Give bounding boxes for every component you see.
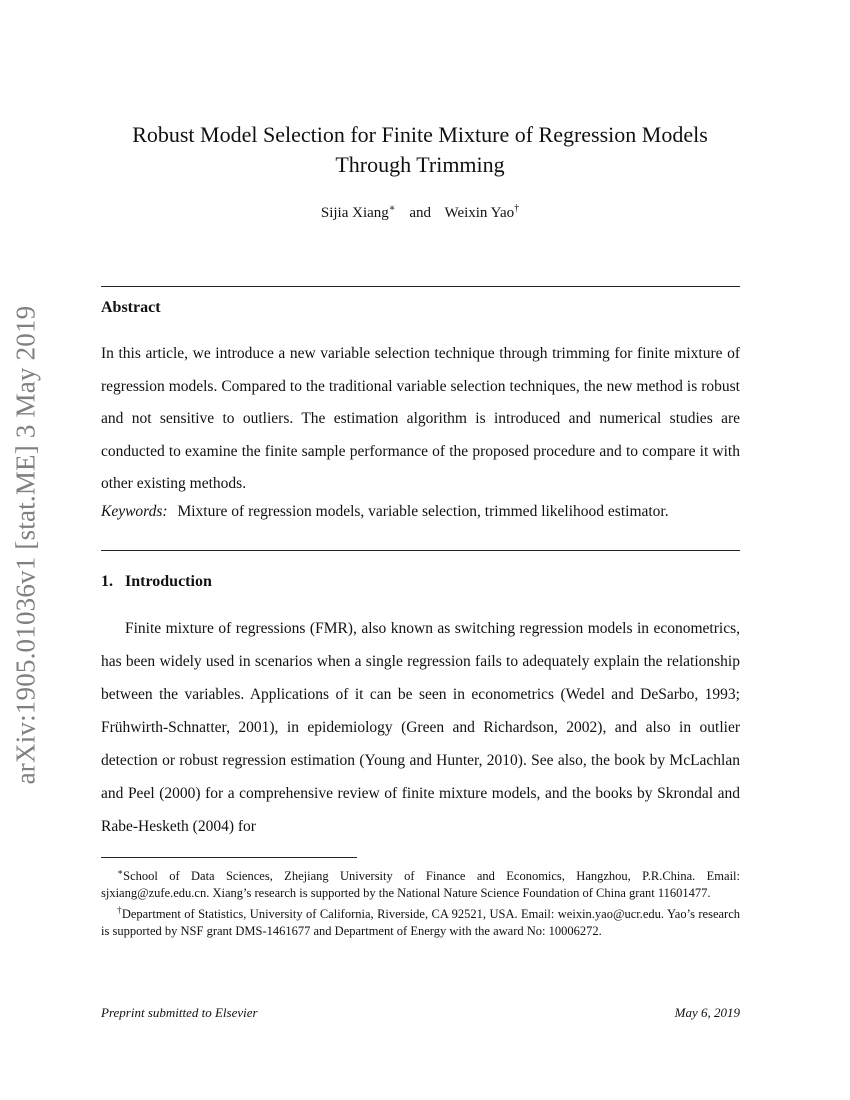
section-heading [101,573,212,591]
footnote-2 [101,902,740,940]
abstract-top-rule [101,286,740,287]
author-connector: and [409,205,431,221]
author-list [100,203,740,222]
author-footnote-mark: ∗ [388,203,396,214]
author-name: Weixin Yao [444,205,515,221]
keywords-text: Mixture of regression models, variable selection, trimmed likelihood estimator. [177,503,669,520]
author-footnote-mark: † [514,203,520,214]
title-line-2: Through Trimming [335,152,505,177]
footnote-text: Department of Statistics, University of California, Riverside, CA 92521, USA. Email: weixin.yao@ucr.edu. Yao’s research is supported by NSF grant DMS-1461677 and Department of Energy with the award No: 10006272. [101,907,741,939]
introduction-body [101,612,740,843]
abstract-text: In this article, we introduce a new variable selection technique through trimming for finite mixture of regression models. Compared to the traditional variable selection techniques, the new method is robust and not sensitive to outliers. The estimation algorithm is introduced and numerical studies are conducted to examine the finite sample performance of the proposed procedure and to compare it with other existing methods. [101,345,740,492]
keywords [101,502,740,521]
author-name: Sijia Xiang [320,205,389,221]
footnote-text: School of Data Sciences, Zhejiang University of Finance and Economics, Hangzhou, P.R.China. Email: sjxiang@zufe.edu.cn. Xiang’s research is supported by the National Nature Science Foundation of China grant 11601477. [101,869,740,901]
section-number: 1. [101,573,113,590]
arxiv-stamp [6,290,46,800]
footnote-1 [101,864,740,902]
arxiv-stamp-text: arXiv:1905.01036v1 [stat.ME] 3 May 2019 [10,305,41,785]
paper-title [100,120,740,180]
abstract-heading: Abstract [101,299,161,316]
keywords-label: Keywords: [101,503,168,520]
footnote-mark: ∗ [117,867,124,877]
title-line-1: Robust Model Selection for Finite Mixture of Regression Models [132,122,708,147]
footnote-rule [101,857,357,858]
abstract-bottom-rule [101,550,740,551]
preprint-note: Preprint submitted to Elsevier [101,1005,258,1020]
footnotes [101,864,740,940]
section-title: Introduction [125,573,212,590]
footnote-mark: † [117,905,122,916]
intro-paragraph: Finite mixture of regressions (FMR), also known as switching regression models in econometrics, has been widely used in scenarios when a single regression fails to adequately explain the relationship between the variables. Applications of it can be seen in econometrics (Wedel and DeSarbo, 1993; Frühwirth-Schnatter, 2001), in epidemiology (Green and Richardson, 2002), and also in outlier detection or robust regression estimation (Young and Hunter, 2010). See also, the book by McLachlan and Peel (2000) for a comprehensive review of finite mixture models, and the books by Skrondal and Rabe-Hesketh (2004) for [101,620,740,835]
footer-date: May 6, 2019 [674,1005,740,1020]
